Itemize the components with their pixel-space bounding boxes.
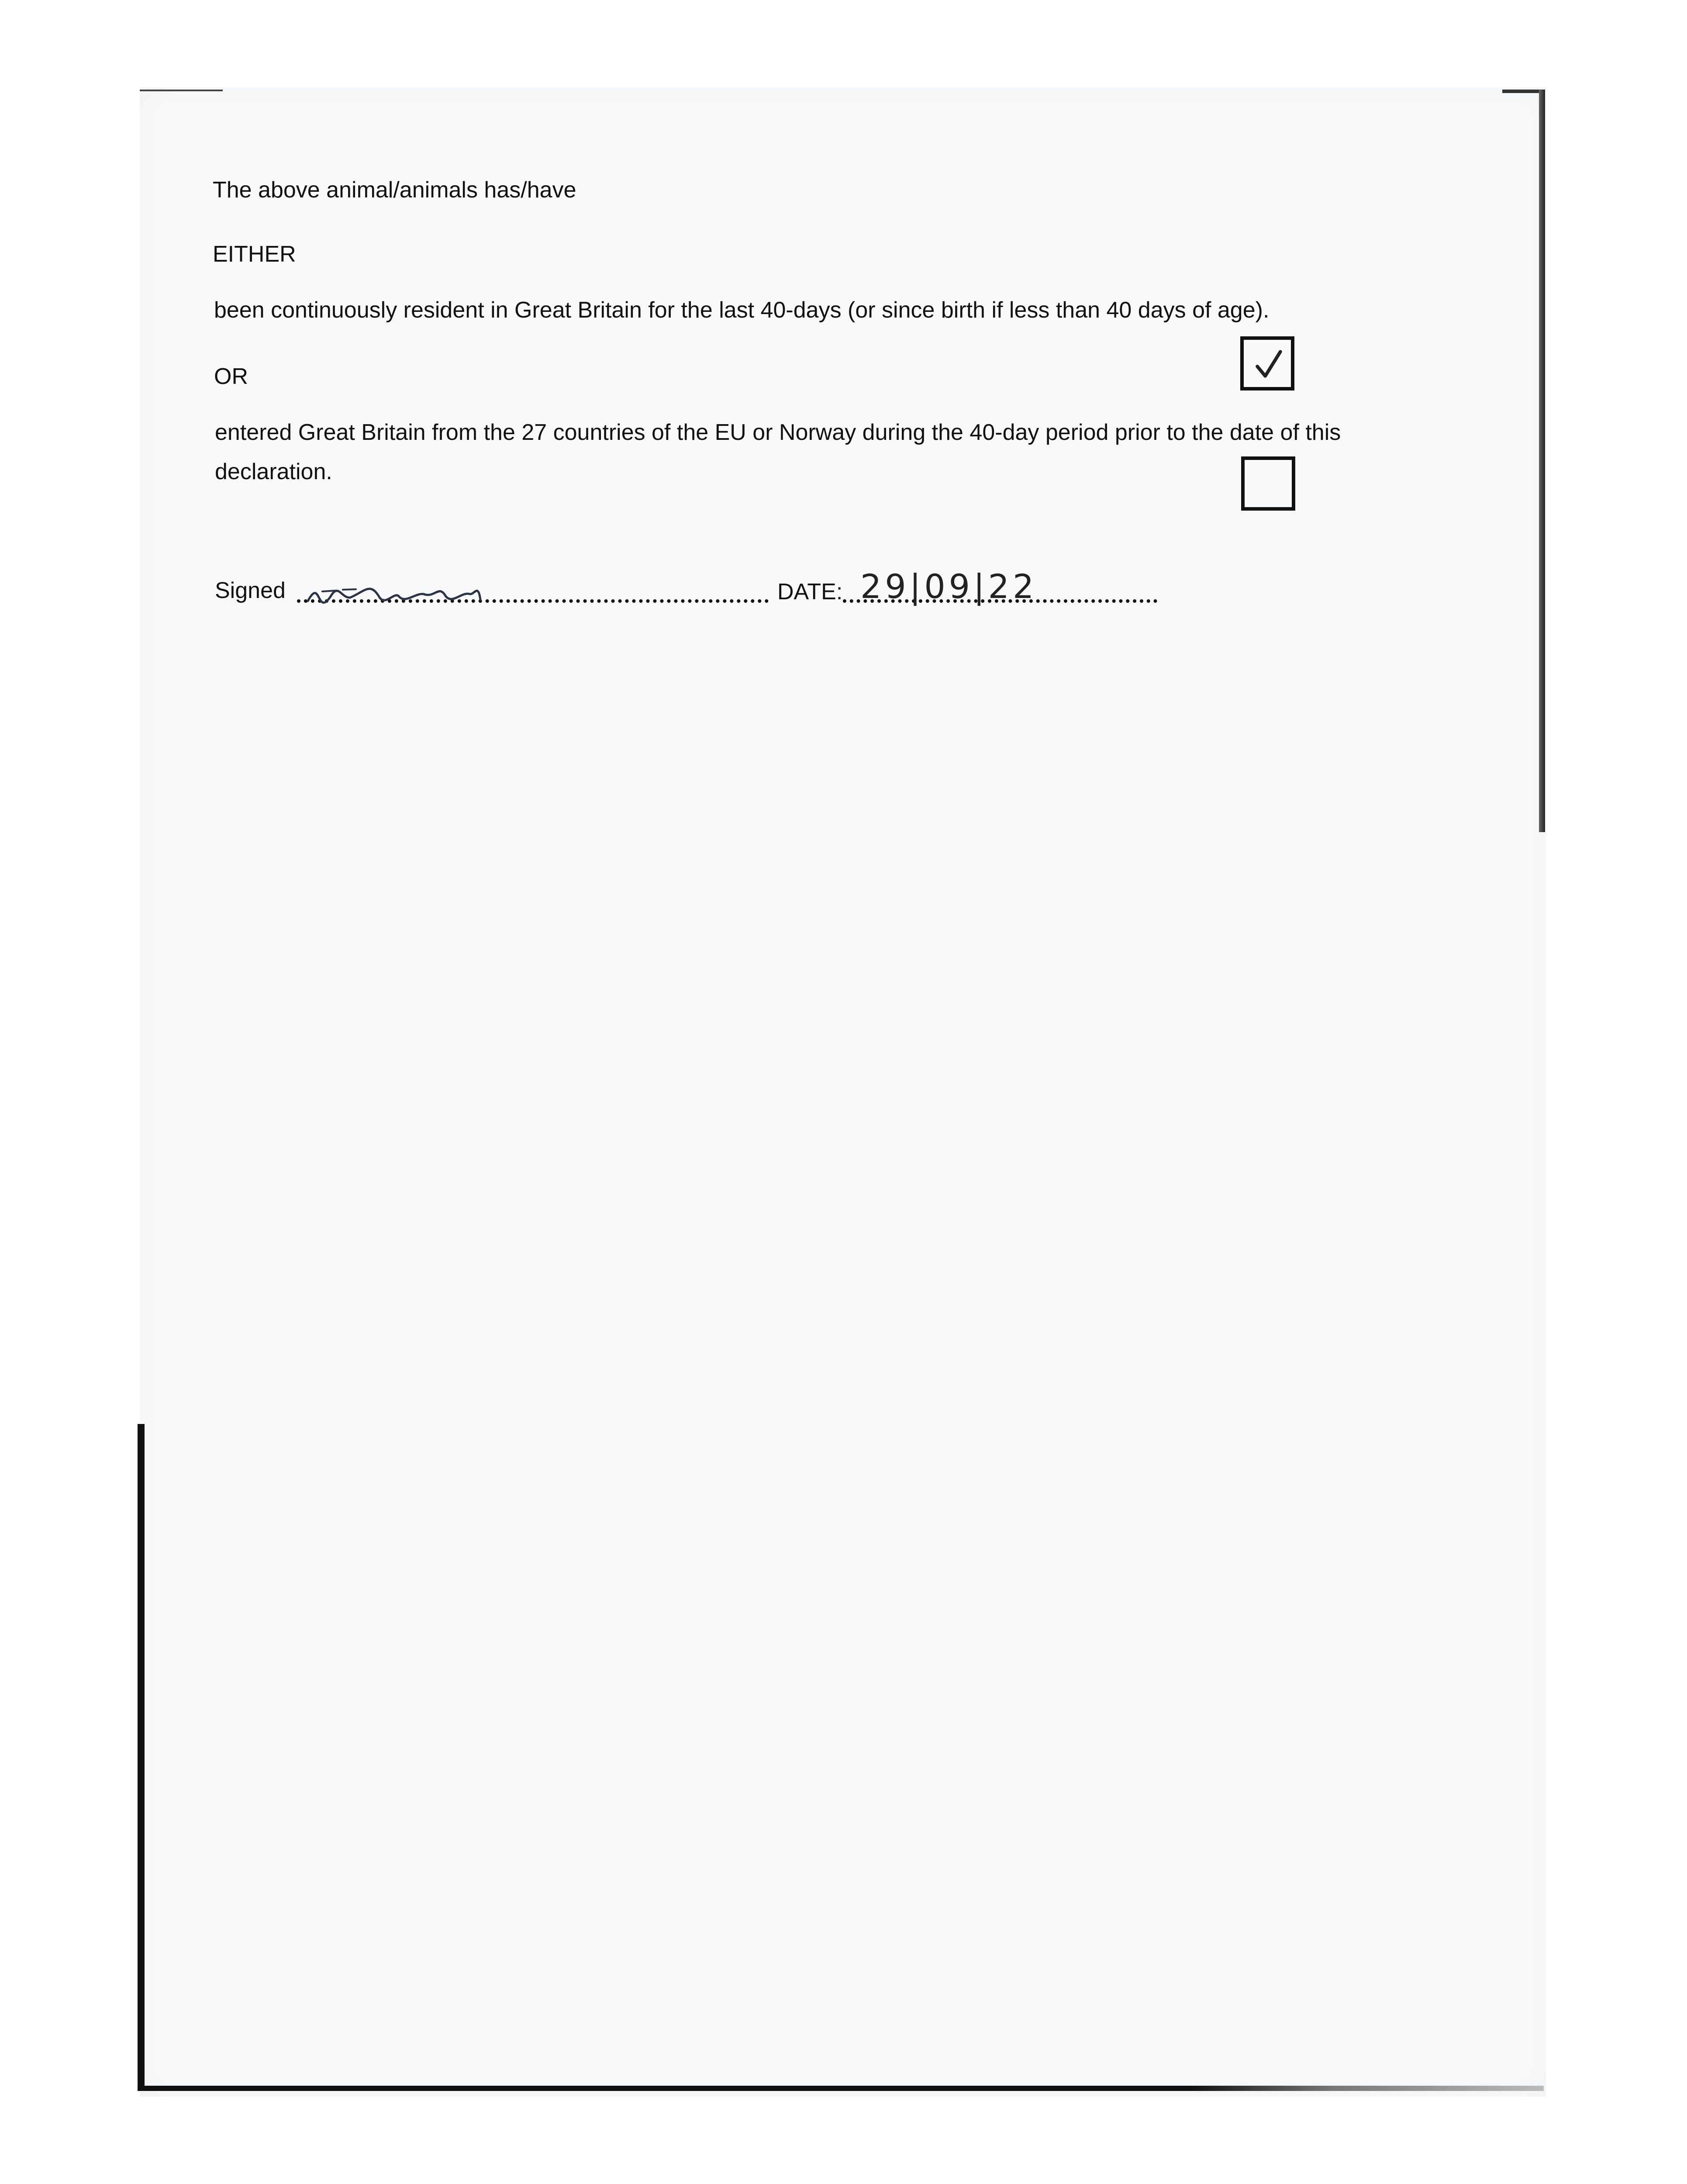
option-one-checkbox[interactable] <box>1240 336 1294 390</box>
option-two-checkbox[interactable] <box>1241 456 1295 511</box>
intro-text: The above animal/animals has/have <box>213 177 576 203</box>
option-one-text: been continuously resident in Great Britain for the last 40-days (or since birth if less than 40 days of age). <box>214 297 1270 323</box>
signed-label: Signed <box>215 578 286 603</box>
checkmark-icon <box>1247 343 1289 385</box>
paper-edge-top-right <box>1502 90 1544 93</box>
date-label: DATE: <box>777 579 843 605</box>
handwritten-signature <box>301 563 498 616</box>
handwritten-date: 29|09|22 <box>860 567 1038 606</box>
option-two-text-line-2: declaration. <box>215 459 332 484</box>
option-two-text-line-1: entered Great Britain from the 27 countries of the EU or Norway during the 40-day period prior to the date of this <box>215 420 1341 445</box>
paper-edge-right <box>1539 90 1545 832</box>
paper-edge-left <box>138 1424 145 2090</box>
paper-edge-top-left <box>140 90 223 91</box>
either-label: EITHER <box>213 242 296 267</box>
paper-page <box>140 87 1546 2097</box>
paper-edge-bottom <box>138 2086 1544 2091</box>
or-label: OR <box>214 364 248 389</box>
